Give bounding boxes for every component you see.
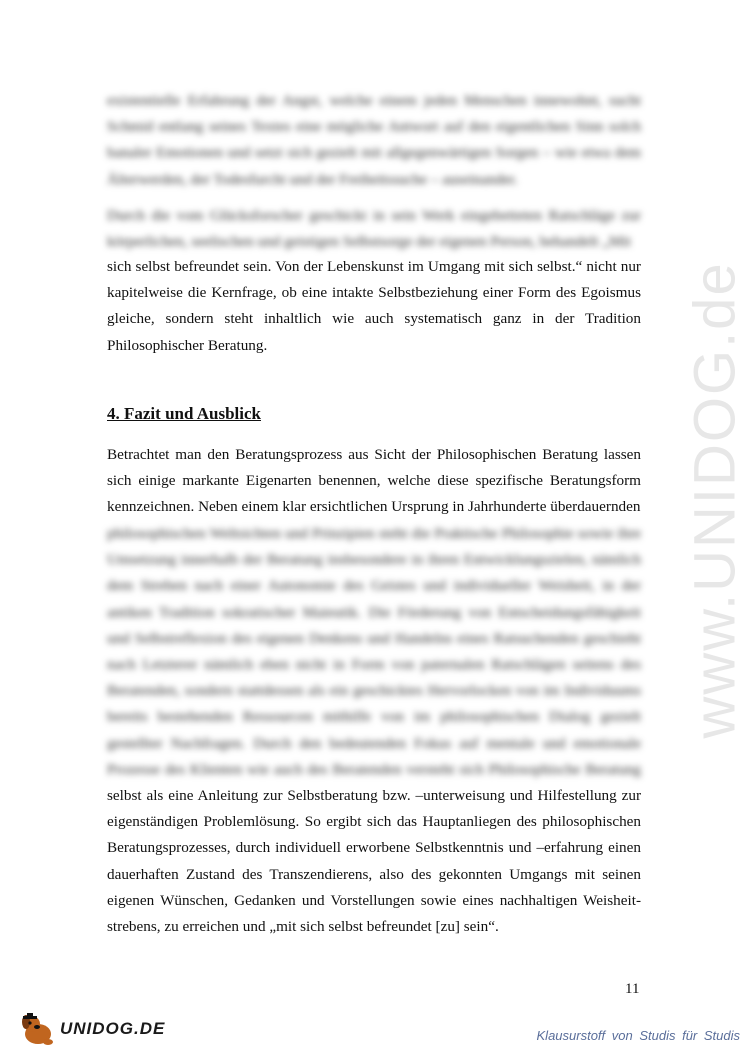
logo-text: UNIDOG.DE xyxy=(60,1019,166,1038)
paragraph-3-visible: Betrachtet man den Beratungsprozess aus Sicht der Philosophischen Beratung lassen sich einige markante Eigenarten benennen, welche diese spezifische Beratungsform kennzeichnen. Neben einem klar ersichtlichen Ursprung in Jahrhunderte überdauernden xyxy=(107,446,641,516)
section-heading: 4. Fazit und Ausblick xyxy=(107,404,261,423)
paragraph-blurred-3: philosophischen Weltsichten und Prinzipien steht die Praktische Philosophie sowie ihre Umsetzung innerhalb der Beratung insbesondere in ihren Entwicklungszielen, nämlich dem Streben nach einer Autonomie des Geistes und individueller Weisheit, in der antiken Tradition sokratischer Maieutik. Die Förderung von Entscheidungsfähigkeit und Selbstreflexion des eigenen Denkens und Handelns eines Ratsuchenden geschieht nach Letzterer nämlich eben nicht in Form von paternalen Ratschlägen seitens des Beratenden, sondern stattdessen als ein geschicktes Hervorlocken von im Individuums bereits bestehenden Ressourcen mithilfe von im philosophischen Dialog gezielt gestellter Nachfragen. Durch den bedeutenden Fokus auf mentale und emotionale Prozesse des Klienten wie auch des Beratenden versteht sich Philosophische Beratung xyxy=(107,525,641,778)
page-number: 11 xyxy=(625,981,640,997)
paragraph-2-visible: sich selbst befreundet sein. Von der Lebenskunst im Umgang mit sich selbst.“ nicht nur kapitelweise die Kernfrage, ob eine intakte Selbstbeziehung einer Form des Egoismus gleiche, sondern steht inhaltlich wie auch systematisch ganz in der Tradition Philosophischer Beratung. xyxy=(107,258,641,354)
footer-logo[interactable] xyxy=(18,1012,165,1046)
paragraph-blurred-1: existentielle Erfahrung der Angst, welche einem jeden Menschen innewohnt, sucht Schmid entlang seines Textes eine mögliche Antwort auf den eigentlichen Sinn solch banaler Emotionen und setzt sich gezielt mit allgegenwärtigen Sorgen – wie etwa dem Älterwerden, der Todesfurcht und der Freiheitssuche – auseinander. xyxy=(107,92,641,188)
dog-logo-icon xyxy=(18,1012,58,1046)
paragraph-3-end: selbst als eine Anleitung zur Selbstberatung bzw. –unterweisung und Hilfestellung zur eigenständigen Problemlösung. So ergibt sich das Hauptanliegen des philosophischen Beratungsprozesses, durch individuell erworbene Selbstkenntnis und –erfahrung einen dauerhaften Zustand des Transzendierens, also des gekonnten Umgangs mit seinen eigenen Wünschen, Gedanken und Vorstellungen sowie eines nachhaltigen Weisheit-strebens, zu erreichen und „mit sich selbst befreundet [zu] sein“. xyxy=(107,787,641,936)
paragraph-blurred-2: Durch die vom Glücksforscher geschickt in sein Werk eingebetteten Ratschläge zur körperlichen, seelischen und geistigen Selbstsorge der eigenen Person, behandelt „Mit xyxy=(107,207,641,251)
watermark: www.UNIDOG.de xyxy=(682,261,748,739)
footer-tagline: Klausurstoff von Studis für Studis xyxy=(536,1028,740,1043)
